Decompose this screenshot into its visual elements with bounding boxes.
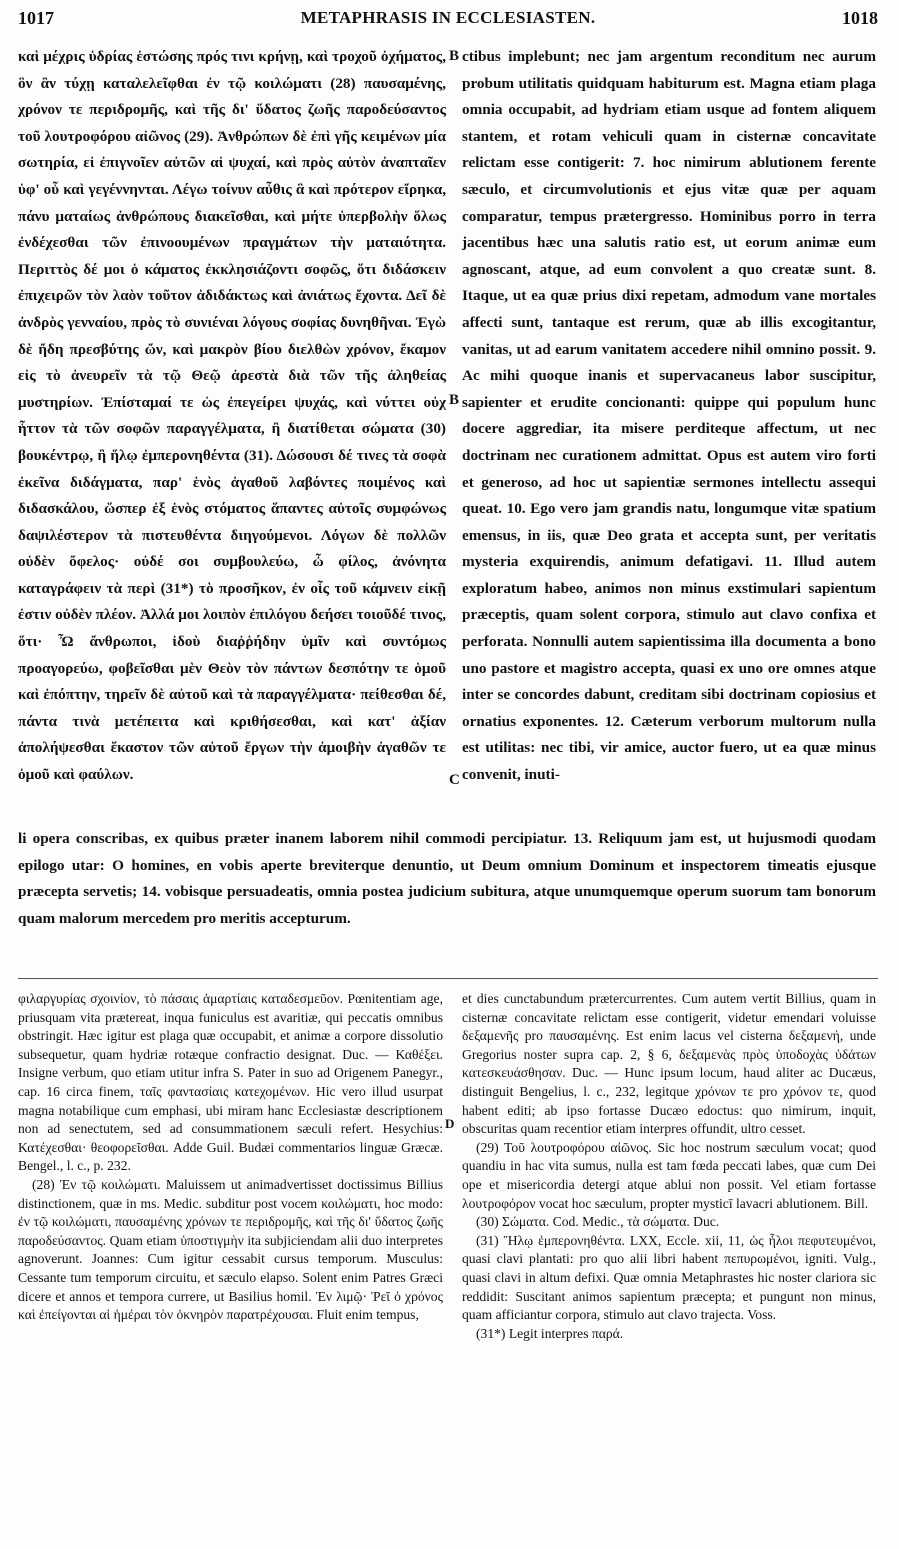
footnote-28: (28) Ἐν τῷ κοιλώματι. Maluissem ut animadvertisset doctissimus Billius distinctionem, quæ in ms. Medic. subditur post vocem κοιλώματι, hoc modo: ἐν τῷ κοιλώματι, παυσαμένης χρόνων τε περιδρομῆς, καὶ τῆς δι' ὕδατος ζωῆς παροδεύσαντος. Quam etiam ὑποστιγμὴν ita subjiciendam alii duo interpretes agnoverunt. Joannes: Cum igitur cessabit cursus temporum. Musculus: Cessante tum temporum circuitu, et sæculo elapso. Solent enim Patres Græci dicere et annos et tempora currere, ut Basilius homil. Ἐν λιμῷ· Ῥεῖ ὁ χρόνος καὶ ἐπείγονται αἱ ἡμέραι τὸν ὀκνηρὸν παρατρέχουσαι. Fluit enim tempus, (18, 1176, 443, 1323)
margin-letter-b: B (449, 48, 460, 64)
footnote-continuation: φιλαργυρίας σχοινίον, τὸ πάσαις ἁμαρτίαις καταδεσμεῦον. Pœnitentiam age, priusquam vita prætereat, inqua funiculus est avaritiæ, qui peccatis omnibus obstringit. Hæc igitur est plaga quæ occupabit, et animæ a corpore dissolutio subsequetur, quam hydriæ rotæque confractio designat. Duc. — Καθέξει. Insigne verbum, quo etiam utitur infra S. Pater in suo ad Origenem Panegyr., cap. 16 circa finem, ταῖς φαντασίαις κατεχομένων. Hic vero illud usurpat magna notabilique cum emphasi, ubi miram hanc Ecclesiastæ descriptionem non ad senectutem, sed ad consummationem sæculi refert. Hesychius: Κατέχεσθαι· θεοφορεῖσθαι. Adde Guil. Budæi commentarios linguæ Græcæ. Bengel., l. c., p. 232. (18, 991, 443, 1174)
footnote-31-star: (31*) Legit interpres παρά. (476, 1325, 624, 1341)
page-header (18, 8, 878, 32)
latin-full-width-text: li opera conscribas, ex quibus præter inanem laborem nihil commodi percipiatur. 13. Reliquum jam est, ut hujusmodi quodam epilogo utar: O homines, en vobis aperte breviterque denuntio, ut Deum omnium Dominum et inspectorem timeatis ejusque præcepta servetis; 14. vobisque persuadeatis, omnia postea judicium subitura, atque unumquemque operum suorum tam bonorum quam malorum mercedem pro meritis accepturum. (18, 830, 876, 927)
latin-text-column: ctibus implebunt; nec jam argentum reconditum nec aurum probum utilitatis quidquam habiturum est. Magna etiam plaga omnia occupabit, ad hydriam etiam usque ad fontem aliquem stantem, et rotam vehiculi quam in cisternæ concavitate relictam esse contigerit: 7. hoc nimirum ablutionem ferente sæculo, et circumvolutionis et ejus vitæ quæ per aquam comparatur, tempus prætergresso. Hominibus porro in terra jacentibus hæc una salutis ratio est, ut eorum animæ eum agnoscant, atque, ad eum convolent a quo creatæ sunt. 8. Itaque, ut ea quæ prius dixi repetam, admodum vane mortales affecti sunt, tantaque est rerum, quæ ab illis excogitantur, vanitas, ut ad earum vanitatem accedere nihil omnino possit. 9. Ac mihi quoque inanis et supervacaneus labor suscipitur, sapienter et erudite concionanti: quippe qui populum hunc docere aggrediar, ita misere perditeque affectum, ut nec doctrinam nec curationem admittat. Opus est autem viro forti et generoso, ad hoc ut sapientiæ sermones intellectu assequi queat. 10. Ego vero jam grandis natu, longumque vitæ spatium emensus, in iis, quæ Deo grata et accepta sunt, per veritatis mysteria exquirendis, animum defatigavi. 11. Illud autem exploratum habeo, animos non minus exstimulari sapientum præceptis, quam solent corpora, stimulo aut clavo confixa et perforata. Nonnulli autem sapientissima illa documenta a bono uno pastore et magistro accepta, quasi ex uno ore omnes atque inter se concordes dabunt, creditam sibi doctrinam copiosius et ornatius exponentes. 12. Cæterum verborum multorum nulla est utilitas: nec tibi, vir amice, auctor fuero, ut ea quæ minus convenit, inuti- (462, 48, 876, 784)
margin-letter-c: C (449, 772, 460, 788)
margin-letter-b-second: B (449, 392, 460, 408)
footnote-divider (18, 978, 878, 979)
footnote-29: (29) Τοῦ λουτροφόρου αἰῶνος. Sic hoc nostrum sæculum vocat; quod quandiu in hac vita sumus, nulla est tam fœda peccati labes, quæ cum Dei ope et misericordia detergi atque ablui non possit. Vel etiam fortasse λουτροφόρον vocat hoc sæculum, propter mysticī lavacri ablutionem. Bill. (462, 1139, 876, 1211)
footnotes-left-column (18, 990, 443, 1325)
greek-text-column: καὶ μέχρις ὑδρίας ἑστώσης πρός τινι κρήνῃ, καὶ τροχοῦ ὀχήματος, ὃν ἂν τύχῃ καταλελεῖφθαι ἐν τῷ κοιλώματι (28) παυσαμένης, χρόνον τε περιδρομῆς, καὶ τῆς δι' ὕδατος ζωῆς παροδεύσαντος τοῦ λουτροφόρου αἰῶνος (29). Ἀνθρώπων δὲ ἐπὶ γῆς κειμένων μία σωτηρία, εἰ ἐπιγνοῖεν αὐτῶν αἱ ψυχαί, καὶ πρὸς αὐτὸν ἀναπταῖεν ὑφ' οὗ καὶ γεγέννηνται. Λέγω τοίνυν αὖθις ἃ καὶ πρότερον εἴρηκα, πάνυ ματαίως ἀνθρώπους διακεῖσθαι, καὶ μήτε ὑπερβολὴν ὅλως ἐνδέχεσθαι τῶν ἐπινοουμένων πραγμάτων τὴν ματαιότητα. Περιττὸς δέ μοι ὁ κάματος ἐκκλησιάζοντι σοφῶς, ὅτι διδάσκειν ἐπιχειρῶν τὸν λαὸν τοῦτον ἀδιδάκτως καὶ ἀνιάτως ἔχοντα. Δεῖ δὲ ἀνδρὸς γενναίου, πρὸς τὸ συνιέναι λόγους σοφίας δυνηθῆναι. Ἐγὼ δὲ ἤδη πρεσβύτης ὤν, καὶ μακρὸν βίου διελθὼν χρόνον, ἔκαμον εἰς τὸ ἀνευρεῖν τὰ τῷ Θεῷ ἀρεστὰ διὰ τῶν τῆς ἀληθείας μυστηρίων. Ἐπίσταμαί τε ὡς ἐπεγείρει ψυχάς, καὶ νύττει οὐχ ἧττον τὰ τῶν σοφῶν παραγγέλματα, ἢ διατίθεται σώματα (30) βουκέντρῳ, ἢ ἥλῳ ἐμπερονηθέντα (31). Δώσουσι δέ τινες τὰ σοφὰ ἐκεῖνα διδάγματα, παρ' ἑνὸς ἀγαθοῦ λαβόντες ποιμένος καὶ διδασκάλου, ὥσπερ ἐξ ἑνὸς στόματος ἅπαντες αὐτοῖς συμφώνως δαψιλέστερον τὰ πιστευθέντα διηγούμενοι. Λόγων δὲ πολλῶν οὐδὲν ὄφελος· οὐδέ σοι συμβουλεύω, ὦ φίλος, ἀνόνητα καταγράφειν τὰ περὶ (31*) τὸ προσῆκον, ἐν οἷς τοῦ κάμνειν εἰκῇ ἐστιν οὐδὲν πλέον. Ἀλλά μοι λοιπὸν ἐπιλόγου δεήσει τοιοῦδέ τινος, ὅτι· Ὦ ἄνθρωποι, ἰδοὺ διαῤῥήδην ὑμῖν καὶ συντόμως προαγορεύω, φοβεῖσθαι μὲν Θεὸν τὸν πάντων δεσπότην τε ὁμοῦ καὶ ἐπόπτην, τηρεῖν δὲ αὐτοῦ καὶ τὰ παραγγέλματα· πείθεσθαι δέ, πάντα τινὰ μετέπειτα καὶ κριθήσεσθαι, καὶ κατ' ἀξίαν ἀπολήψεσθαι ἕκαστον τῶν αὐτοῦ ἔργων τὴν ἀμοιβὴν ἀγαθῶν τε ὁμοῦ καὶ φαύλων. (18, 48, 446, 784)
running-title: METAPHRASIS IN ECCLESIASTEN. (300, 8, 596, 27)
page-number-left: 1017 (18, 8, 54, 28)
footnote-31: (31) Ἥλῳ ἐμπερονηθέντα. LXX, Eccle. xii, 11, ὡς ἧλοι πεφυτευμένοι, quasi clavi plantati: pro quo alii libri habent πεπυρωμένοι, igniti. Vulg., quasi clavi in altum defixi. Quæ omnia Metaphrastes hic noster clariora sic reddidit: Suscitant animos sapientum præcepta; et pungunt non minus, quam afficiantur corpora, stimulo aut clavo trajecta. Voss. (462, 1232, 876, 1323)
footnote-30: (30) Σώματα. Cod. Medic., τὰ σώματα. Duc. (476, 1214, 720, 1230)
footnote-28-continued: et dies cunctabundum prætercurrentes. Cum autem vertit Billius, quam in cisternæ concavitate relictam esse contigerit, videtur emendari voluisse δεξαμενῆς pro παυσαμένης. Est enim lacus vel cisterna δεξαμενή, unde Gregorius noster supra cap. 2, § 6, δεξαμενὰς πρὸς ὑποδοχὰς ὑδάτων κατεσκευάσθησαν. Duc. — Hunc ipsum locum, haud aliter ac Ducæus, distinguit Bengelius, l. c., 232, legitque χρόνων τε pro χρόνον τε, quod habent editi; ab ipso fortasse Ducæo edoctus: quo nimirum, inquit, obscuritas quam recentior etiam interpres offundit, ultro cesset. (462, 991, 876, 1137)
page-number-right: 1018 (842, 8, 878, 28)
margin-letter-d: D (445, 1116, 455, 1131)
footnotes-right-column (462, 990, 876, 1343)
